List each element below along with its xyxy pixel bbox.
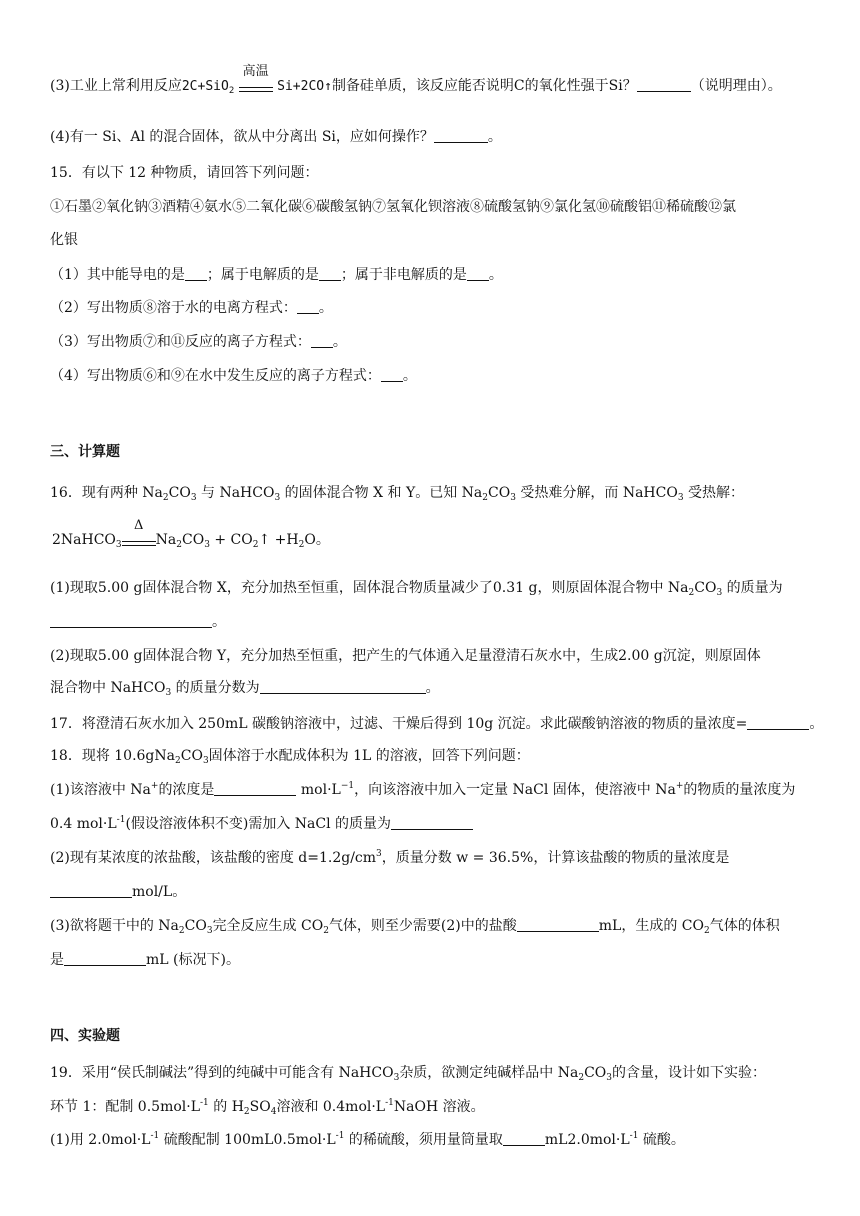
text: (1)该溶液中 Na: [50, 782, 151, 798]
answer-blank[interactable]: [311, 333, 333, 348]
question-16-part-1: (1)现取5.00 g固体混合物 X，充分加热至恒重，固体混合物质量减少了0.31 g，则原固体混合物中 $Na_2CO_3$ 的质量为: [50, 580, 783, 598]
text: （2）写出物质⑧溶于水的电离方程式：: [50, 300, 297, 316]
question-14-part-3: [50, 64, 820, 98]
text: 。: [332, 334, 347, 350]
answer-blank[interactable]: [517, 917, 599, 932]
equation-right: Si+2CO↑: [277, 79, 332, 94]
text: 。: [318, 300, 333, 316]
answer-blank[interactable]: [50, 613, 212, 628]
text: 环节 1：配制 0.5mol·L: [50, 1099, 201, 1115]
question-15-part-3: [50, 332, 820, 352]
answer-blank[interactable]: [185, 266, 207, 281]
text: 2NaHCO: [52, 532, 116, 548]
answer-blank[interactable]: [391, 815, 473, 830]
text: (3)欲将题干中的 Na: [50, 918, 179, 934]
question-17: 17．将澄清石灰水加入 250mL 碳酸钠溶液中，过滤、干燥后得到 10g 沉淀。求此碳酸钠溶液的物质的量浓度= 。: [50, 716, 824, 732]
reaction-condition: 高温: [239, 78, 273, 98]
text: 混合物中 NaHCO: [50, 680, 166, 696]
question-15-part-2: [50, 298, 820, 318]
answer-blank[interactable]: [503, 1131, 545, 1146]
text: 。: [402, 368, 417, 384]
question-15-list: ①石墨②氧化钠③酒精④氨水⑤二氧化碳⑥碳酸氢钠⑦氢氧化钡溶液⑧硫酸氢钠⑨氯化氢⑩硫酸铝⑪稀硫酸⑫氯: [50, 199, 736, 215]
question-19-stem: 19．采用“侯氏制碱法”得到的纯碱中可能含有 NaHCO$_3$杂质，欲测定纯碱样品中 $Na_2CO_3$的含量，设计如下实验：: [50, 1065, 767, 1083]
answer-blank[interactable]: [214, 781, 296, 796]
text: (2)现取: [50, 648, 98, 664]
text: （说明理由）。: [690, 78, 782, 94]
question-19-part-1: (1)用 $2.0mol\cdot L^{-1}$ 硫酸配制 $100mL0.5mol\cdot L^{-1}$ 的稀硫酸，须用量筒量取 $mL2.0mol\cdot L^{-1}$ 硫酸。: [50, 1131, 685, 1148]
answer-blank[interactable]: [637, 77, 691, 92]
question-18-part-2: (2)现有某浓度的浓盐酸，该盐酸的密度 $d=1.2g/cm^3$，质量分数 w = 36.5%，计算该盐酸的物质的量浓度是: [50, 849, 730, 866]
question-19-step-1: 环节 1：配制 $0.5mol\cdot L^{-1}$ 的 $H_2SO_4$溶液和 $0.4mol\cdot L^{-1}NaOH$ 溶液。: [50, 1098, 485, 1117]
text: 。: [212, 614, 226, 630]
text: ；属于非电解质的是: [340, 267, 467, 283]
question-16-part-2: (2)现取5.00 g固体混合物 Y，充分加热至恒重，把产生的气体通入足量澄清石灰水中，生成2.00 g沉淀，则原固体: [50, 648, 761, 664]
question-16-part-2-cont: 混合物中 NaHCO$_3$ 的质量分数为 。: [50, 680, 440, 698]
text: （3）写出物质⑦和⑪反应的离子方程式：: [50, 334, 311, 350]
text: （1）其中能导电的是: [50, 267, 185, 283]
question-18-part-1-cont: 0.4 $mol\cdot L^{-1}$(假设溶液体积不变)需加入 NaCl 的质量为: [50, 814, 820, 834]
answer-blank[interactable]: [50, 883, 132, 898]
question-18-part-3-cont: 是 mL (标况下)。: [50, 952, 240, 968]
text: 。: [487, 129, 502, 145]
answer-blank[interactable]: [434, 128, 488, 143]
question-16-equation: 2NaHCO$_3$ Δ $Na_2CO_3$ + $CO_2↑ +H_2O$。: [52, 518, 330, 550]
question-15-list-cont: 化银: [50, 232, 78, 248]
question-18-part-3: (3)欲将题干中的 $Na_2CO_3$完全反应生成 $CO_2$气体，则至少需要(2)中的盐酸 mL，生成的 $CO_2$气体的体积: [50, 918, 780, 936]
text: 17．将澄清石灰水加入 250mL 碳酸钠溶液中，过滤、干燥后得到 10g 沉淀。求此碳酸钠溶液的物质的量浓度=: [50, 716, 748, 732]
text: (2)现有某浓度的浓盐酸，该盐酸的密度 d=1.2g/cm: [50, 850, 377, 866]
question-15-stem: 15．有以下 12 种物质，请回答下列问题：: [50, 165, 319, 181]
question-18-stem: 18．现将 $10.6gNa_2CO_3$固体溶于水配成体积为 1L 的溶液，回答下列问题：: [50, 748, 530, 766]
answer-blank[interactable]: [260, 679, 426, 694]
section-heading-experiment: 四、实验题: [50, 1028, 120, 1044]
text: 0.4 mol·L: [50, 816, 117, 832]
answer-blank[interactable]: [747, 715, 809, 730]
answer-blank[interactable]: [319, 266, 341, 281]
section-heading-calculation: 三、计算题: [50, 444, 120, 460]
text: （4）写出物质⑥和⑨在水中发生反应的离子方程式：: [50, 368, 381, 384]
question-18-part-1: (1)该溶液中 Na+的浓度是 $mol\cdot L^{-1}$，向该溶液中加入一定量 NaCl 固体，使溶液中 Na+的物质的量浓度为: [50, 781, 796, 798]
text: 16．现有两种 Na: [50, 485, 163, 501]
question-16-part-1-answer: [50, 612, 820, 632]
text: (4)有一 Si、Al 的混合固体，欲从中分离出 Si，应如何操作？: [50, 129, 434, 145]
text: (1)用 2.0mol·L: [50, 1132, 151, 1148]
text: 19．采用“侯氏制碱法”得到的纯碱中可能含有 NaHCO: [50, 1065, 394, 1081]
answer-blank[interactable]: [381, 367, 403, 382]
text: 是: [50, 952, 64, 968]
question-15-part-1: [50, 265, 820, 285]
answer-blank[interactable]: [467, 266, 489, 281]
question-15-part-4: [50, 366, 820, 386]
text: (3)工业上常利用反应: [50, 78, 182, 94]
equation-left: 2C+SiO$_2$: [181, 79, 235, 96]
text: 。: [488, 267, 503, 283]
question-14-part-4: [50, 127, 820, 147]
reaction-condition: Δ: [122, 532, 156, 552]
question-18-part-2-answer: [50, 882, 820, 902]
answer-blank[interactable]: [297, 299, 319, 314]
text: 18．现将 10.6gNa: [50, 748, 175, 764]
question-16-stem: 16．现有两种 $Na_2CO_3$ 与 NaHCO$_3$ 的固体混合物 X 和 Y。已知 $Na_2CO_3$ 受热难分解，而 NaHCO$_3$ 受热解：: [50, 485, 745, 503]
text: 制备硅单质，该反应能否说明C的氧化性强于Si？: [331, 78, 637, 94]
text: (1)现取: [50, 580, 98, 596]
text: ；属于电解质的是: [206, 267, 319, 283]
answer-blank[interactable]: [64, 951, 146, 966]
text: mol/L。: [132, 884, 187, 900]
